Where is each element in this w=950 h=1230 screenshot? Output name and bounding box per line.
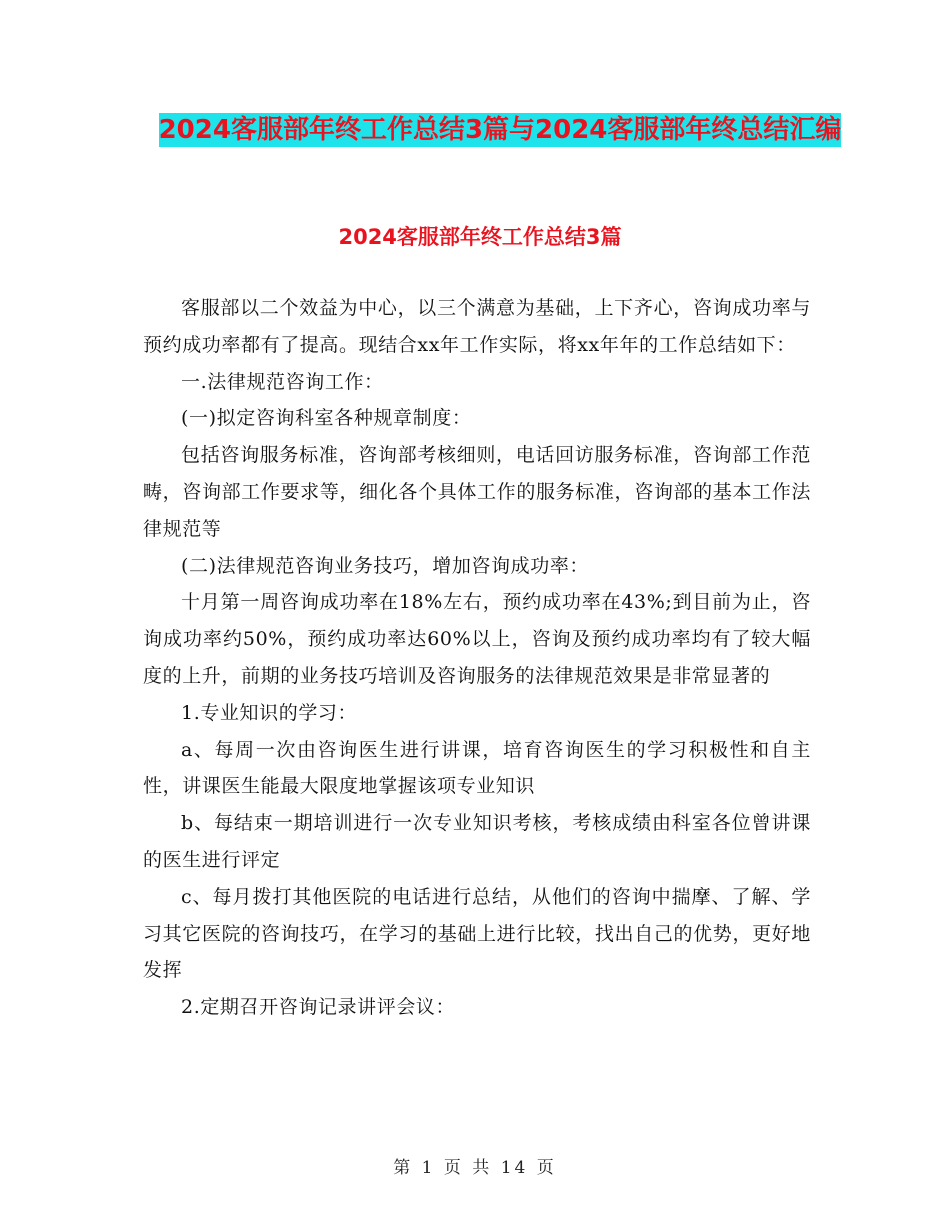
list-item: c、每月拨打其他医院的电话进行总结，从他们的咨询中揣摩、了解、学习其它医院的咨询技巧，在学习的基础上进行比较，找出自己的优势，更好地发挥 xyxy=(143,885,811,982)
paragraph: 包括咨询服务标准，咨询部考核细则，电话回访服务标准，咨询部工作范畴，咨询部工作要求等，细化各个具体工作的服务标准，咨询部的基本工作法律规范等 xyxy=(143,444,811,540)
document-title-text: 2024客服部年终工作总结3篇与2024客服部年终总结汇编 xyxy=(158,115,842,145)
subheading-skills: (二)法律规范咨询业务技巧，增加咨询成功率： xyxy=(181,554,590,577)
list-item: a、每周一次由咨询医生进行讲课，培育咨询医生的学习积极性和自主性，讲课医生能最大限度地掌握该项专业知识 xyxy=(143,738,811,798)
page-footer: 第 1 页 共 14 页 xyxy=(393,1158,557,1178)
subheading-rules: (一)拟定咨询科室各种规章制度： xyxy=(181,407,472,430)
section-title: 2024客服部年终工作总结3篇 xyxy=(338,225,622,249)
paragraph: 客服部以二个效益为中心，以三个满意为基础，上下齐心，咨询成功率与预约成功率都有了提高。现结合xx年工作实际，将xx年年的工作总结如下： xyxy=(143,297,811,356)
heading-legal-consulting: 一.法律规范咨询工作： xyxy=(181,370,384,393)
document-body xyxy=(143,290,811,1026)
subheading-meetings: 2.定期召开咨询记录讲评会议： xyxy=(181,996,456,1019)
document-title xyxy=(150,108,850,153)
subheading-knowledge: 1.专业知识的学习： xyxy=(181,701,358,724)
list-item: b、每结束一期培训进行一次专业知识考核，考核成绩由科室各位曾讲课的医生进行评定 xyxy=(143,812,811,871)
paragraph: 十月第一周咨询成功率在18%左右，预约成功率在43%;到目前为止，咨询成功率约50%，预约成功率达60%以上，咨询及预约成功率均有了较大幅度的上升，前期的业务技巧培训及咨询服务的法律规范效果是非常显著的 xyxy=(143,591,811,687)
